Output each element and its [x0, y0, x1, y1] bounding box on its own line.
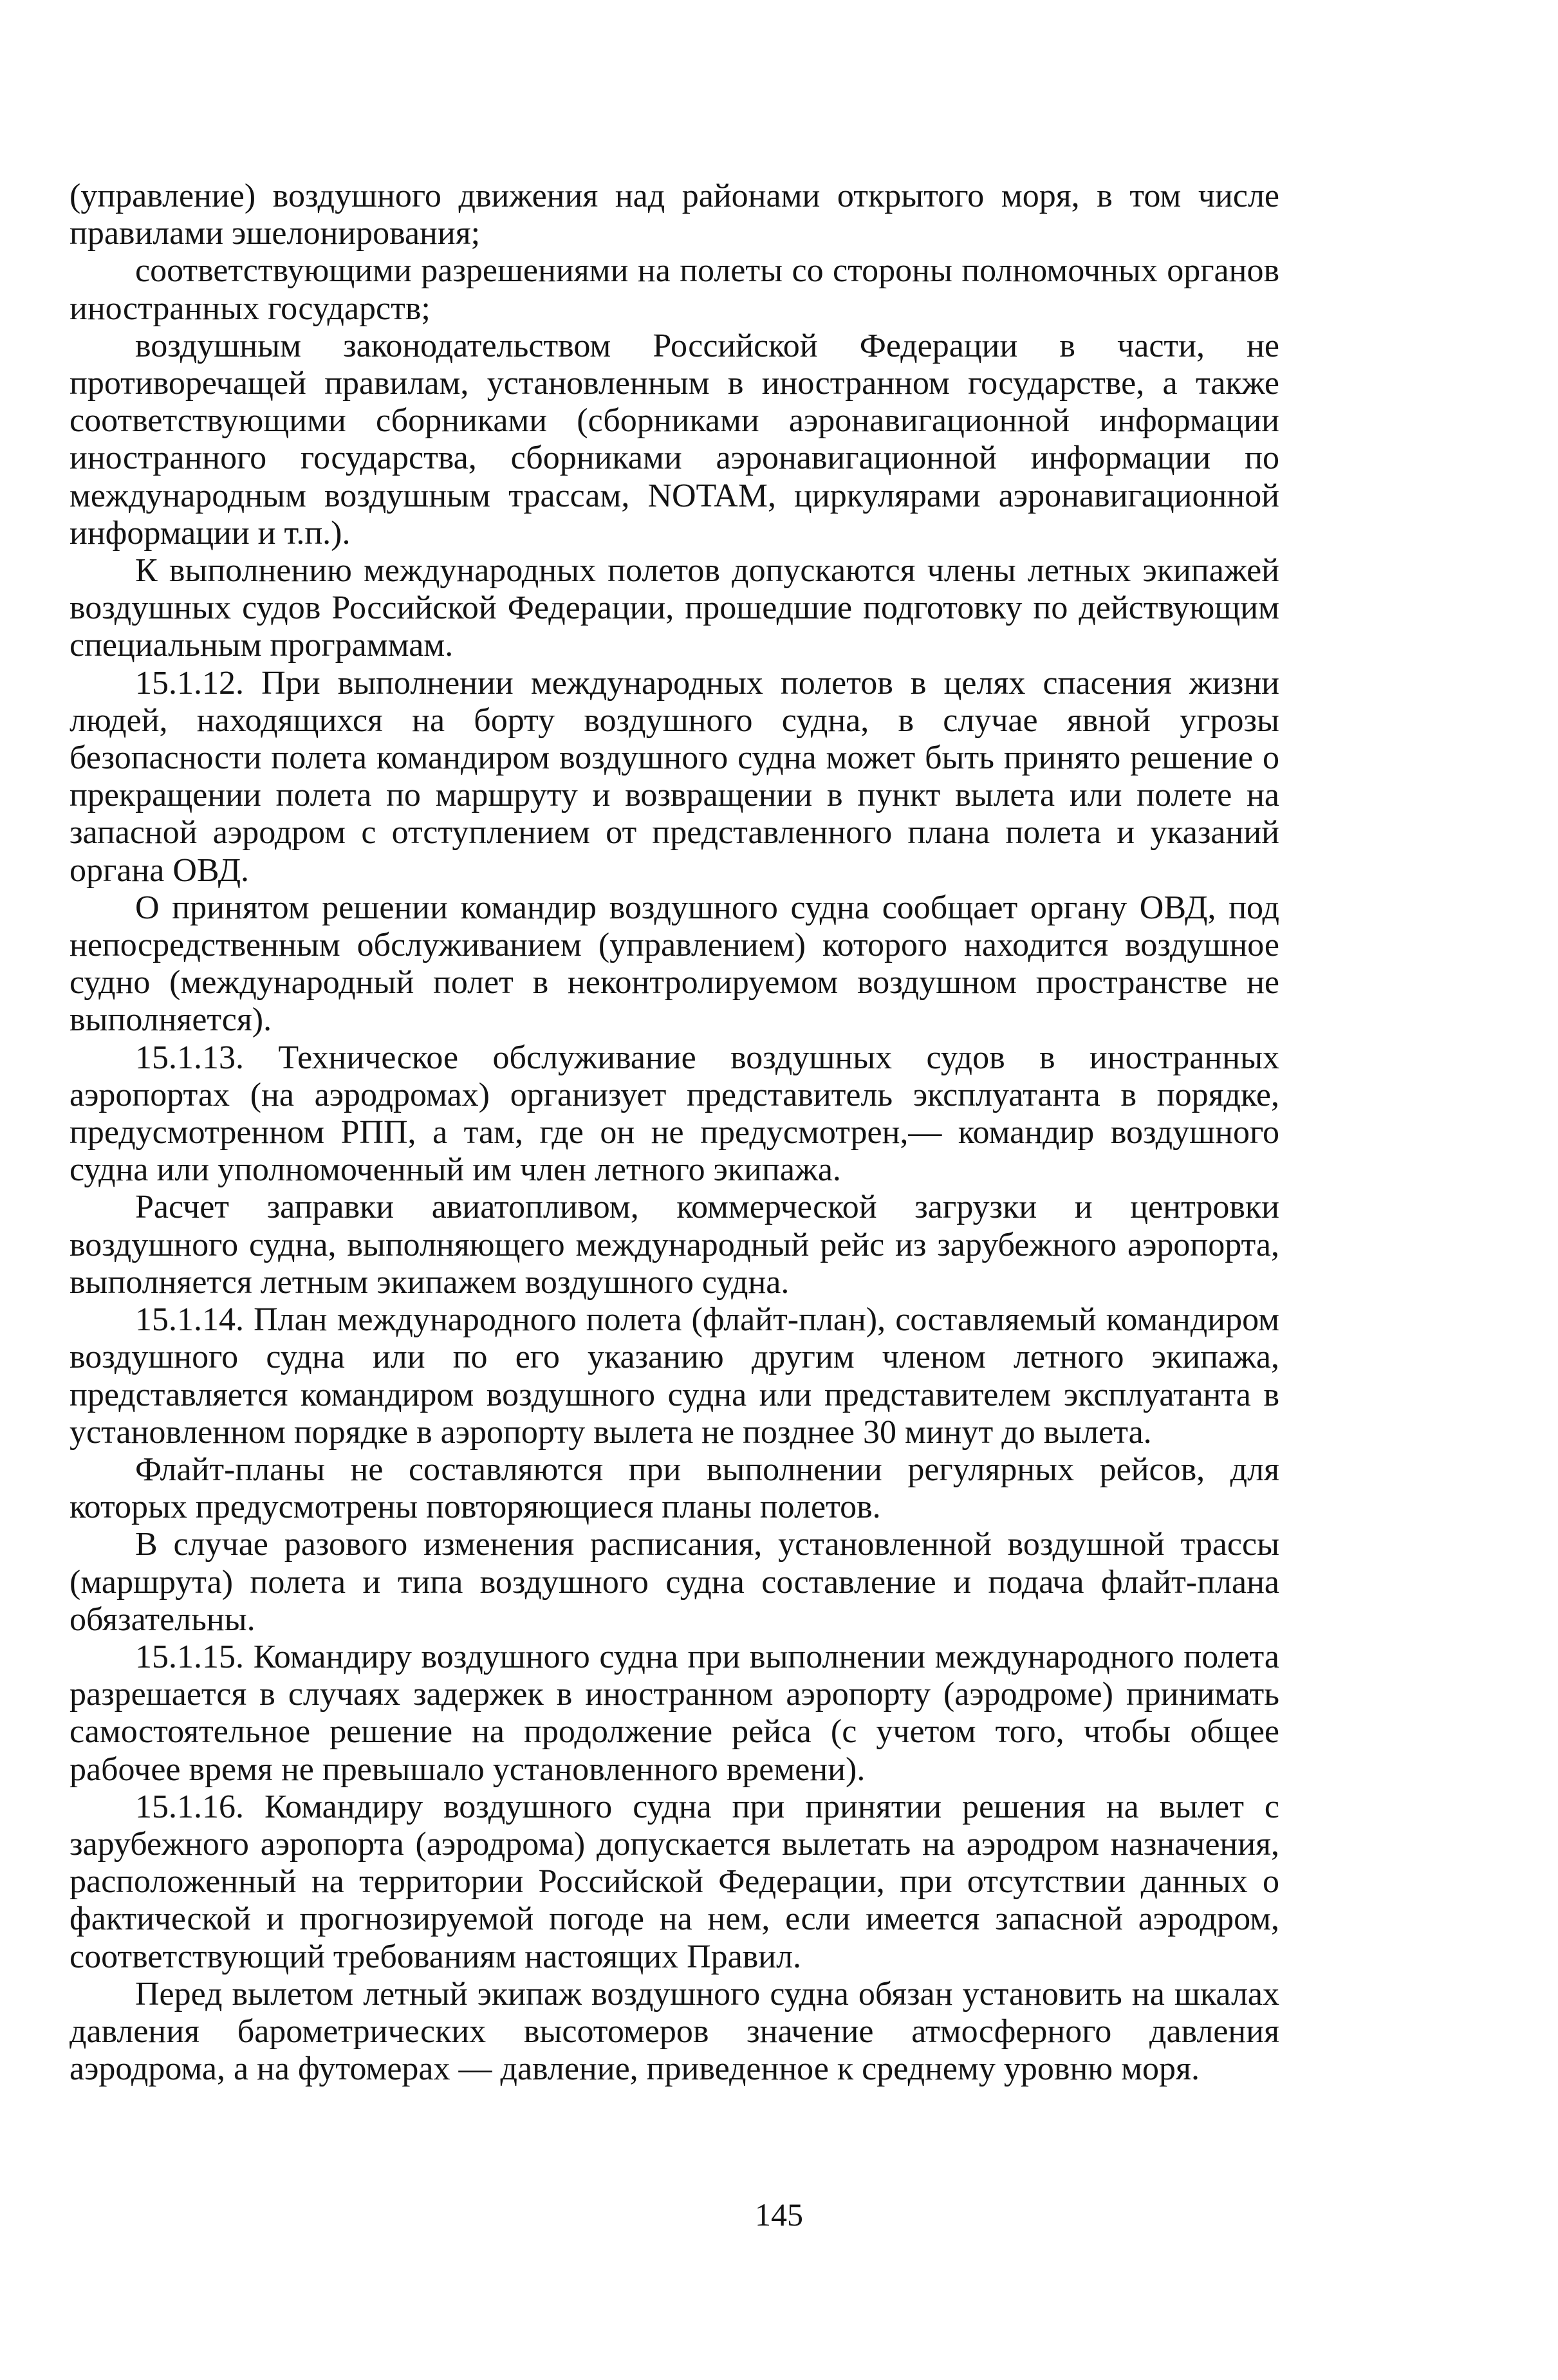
paragraph-15-1-15: 15.1.15. Командиру воздушного судна при выполнении международного полета разрешается в случаях задержек в иностранном аэропорту (аэродроме) принимать самостоятельное решение на продолжение рейса (с учетом того, чтобы общее рабочее время не превышало установленного времени).: [70, 1638, 1279, 1788]
paragraph-schedule-change: В случае разового изменения расписания, установленной воздушной трассы (маршрута) полета и типа воздушного судна составление и подача флайт-плана обязательны.: [70, 1526, 1279, 1638]
paragraph-15-1-13: 15.1.13. Техническое обслуживание воздушных судов в иностранных аэропортах (на аэродромах) организует представитель эксплуатанта в порядке, предусмотренном РПП, а там, где он не предусмотрен,— командир воздушного судна или уполномоченный им член летного экипажа.: [70, 1039, 1279, 1189]
paragraph-flight-plans-regular: Флайт-планы не составляются при выполнении регулярных рейсов, для которых предусмотрены повторяющиеся планы полетов.: [70, 1451, 1279, 1526]
page-body: [70, 178, 1279, 2088]
paragraph-altimeter-setting: Перед вылетом летный экипаж воздушного судна обязан установить на шкалах давления барометрических высотомеров значение атмосферного давления аэродрома, а на футомерах — давление, приведенное к среднему уровню моря.: [70, 1975, 1279, 2088]
paragraph-air-legislation: воздушным законодательством Российской Федерации в части, не противоречащей правилам, установленным в иностранном государстве, а также соответствующими сборниками (сборниками аэронавигационной информации иностранного государства, сборниками аэронавигационной информации по международным воздушным трассам, NOTAM, циркулярами аэронавигационной информации и т.п.).: [70, 327, 1279, 552]
page-number: 145: [755, 2197, 803, 2233]
paragraph-crew-admission: К выполнению международных полетов допускаются члены летных экипажей воздушных судов Российской Федерации, прошедшие подготовку по действующим специальным программам.: [70, 552, 1279, 664]
paragraph-fuel-calculation: Расчет заправки авиатопливом, коммерческой загрузки и центровки воздушного судна, выполняющего международный рейс из зарубежного аэропорта, выполняется летным экипажем воздушного судна.: [70, 1189, 1279, 1301]
paragraph-15-1-14: 15.1.14. План международного полета (флайт-план), составляемый командиром воздушного судна или по его указанию другим членом летного экипажа, представляется командиром воздушного судна или представителем эксплуатанта в установленном порядке в аэропорту вылета не позднее 30 минут до вылета.: [70, 1301, 1279, 1451]
paragraph-decision-report: О принятом решении командир воздушного судна сообщает органу ОВД, под непосредственным обслуживанием (управлением) которого находится воздушное судно (международный полет в неконтролируемом воздушном пространстве не выполняется).: [70, 889, 1279, 1039]
paragraph-foreign-permissions: соответствующими разрешениями на полеты со стороны полномочных органов иностранных государств;: [70, 252, 1279, 327]
paragraph-atc-rules: (управление) воздушного движения над районами открытого моря, в том числе правилами эшелонирования;: [70, 178, 1279, 252]
paragraph-15-1-16: 15.1.16. Командиру воздушного судна при принятии решения на вылет с зарубежного аэропорта (аэродрома) допускается вылетать на аэродром назначения, расположенный на территории Российской Федерации, при отсутствии данных о фактической и прогнозируемой погоде на нем, если имеется запасной аэродром, соответствующий требованиям настоящих Правил.: [70, 1788, 1279, 1975]
paragraph-15-1-12: 15.1.12. При выполнении международных полетов в целях спасения жизни людей, находящихся на борту воздушного судна, в случае явной угрозы безопасности полета командиром воздушного судна может быть принято решение о прекращении полета по маршруту и возвращении в пункт вылета или полете на запасной аэродром с отступлением от представленного плана полета и указаний органа ОВД.: [70, 664, 1279, 889]
